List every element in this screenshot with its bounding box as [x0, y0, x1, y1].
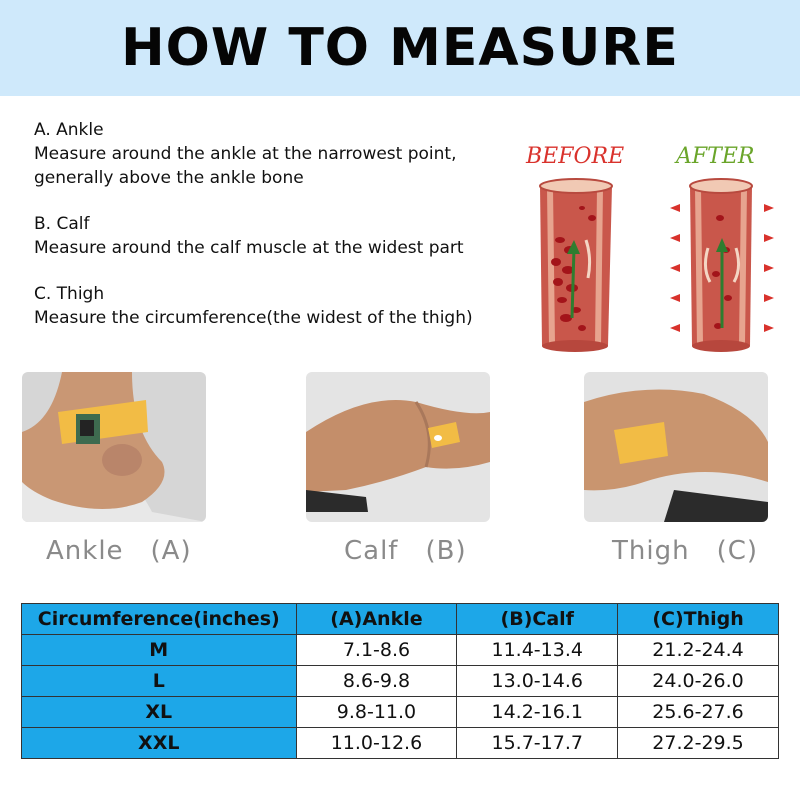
- blood-vessel-icon: [512, 178, 800, 358]
- instruction-ankle: [34, 118, 504, 190]
- instruction-line: Measure around the ankle at the narrowest point,: [34, 144, 457, 164]
- calf-cell: 11.4-13.4: [457, 635, 618, 666]
- instruction-heading: C. Thigh: [34, 284, 105, 304]
- instruction-calf: [34, 212, 504, 260]
- ankle-cell: 9.8-11.0: [296, 697, 457, 728]
- size-cell: M: [22, 635, 297, 666]
- instruction-heading: B. Calf: [34, 214, 90, 234]
- table-row: [22, 697, 779, 728]
- size-chart-table: [21, 603, 779, 759]
- calf-cell: 15.7-17.7: [457, 728, 618, 759]
- size-cell: L: [22, 666, 297, 697]
- instruction-thigh: [34, 282, 504, 330]
- column-header: (C)Thigh: [618, 604, 779, 635]
- title-banner: [0, 0, 800, 96]
- thigh-cell: 24.0-26.0: [618, 666, 779, 697]
- column-header: (B)Calf: [457, 604, 618, 635]
- before-vessel-icon: [540, 179, 612, 352]
- table-header-row: [22, 604, 779, 635]
- table-row: [22, 728, 779, 759]
- page-title: HOW TO MEASURE: [121, 18, 679, 78]
- instruction-line: Measure around the calf muscle at the widest part: [34, 238, 464, 258]
- calf-cell: 13.0-14.6: [457, 666, 618, 697]
- ankle-cell: 7.1-8.6: [296, 635, 457, 666]
- before-label: BEFORE: [526, 144, 625, 169]
- thigh-cell: 21.2-24.4: [618, 635, 779, 666]
- ankle-band-photo: [22, 372, 206, 522]
- measure-instructions: [34, 118, 504, 352]
- thigh-cell: 25.6-27.6: [618, 697, 779, 728]
- photo-caption-thigh: Thigh (C): [612, 536, 759, 566]
- column-header: (A)Ankle: [296, 604, 457, 635]
- ankle-cell: 11.0-12.6: [296, 728, 457, 759]
- size-cell: XL: [22, 697, 297, 728]
- calf-cell: 14.2-16.1: [457, 697, 618, 728]
- thigh-cell: 27.2-29.5: [618, 728, 779, 759]
- photo-caption-ankle: Ankle (A): [46, 536, 192, 566]
- measurement-photos: [0, 372, 800, 572]
- instruction-heading: A. Ankle: [34, 120, 104, 140]
- after-label: AFTER: [676, 144, 755, 169]
- instruction-line: generally above the ankle bone: [34, 168, 304, 188]
- before-after-illustration: [512, 140, 800, 360]
- thigh-band-photo: [584, 372, 768, 522]
- table-row: [22, 635, 779, 666]
- table-row: [22, 666, 779, 697]
- size-cell: XXL: [22, 728, 297, 759]
- column-header: Circumference(inches): [22, 604, 297, 635]
- ankle-cell: 8.6-9.8: [296, 666, 457, 697]
- instruction-line: Measure the circumference(the widest of the thigh): [34, 308, 473, 328]
- after-vessel-icon: [670, 179, 774, 352]
- photo-caption-calf: Calf (B): [344, 536, 467, 566]
- calf-band-photo: [306, 372, 490, 522]
